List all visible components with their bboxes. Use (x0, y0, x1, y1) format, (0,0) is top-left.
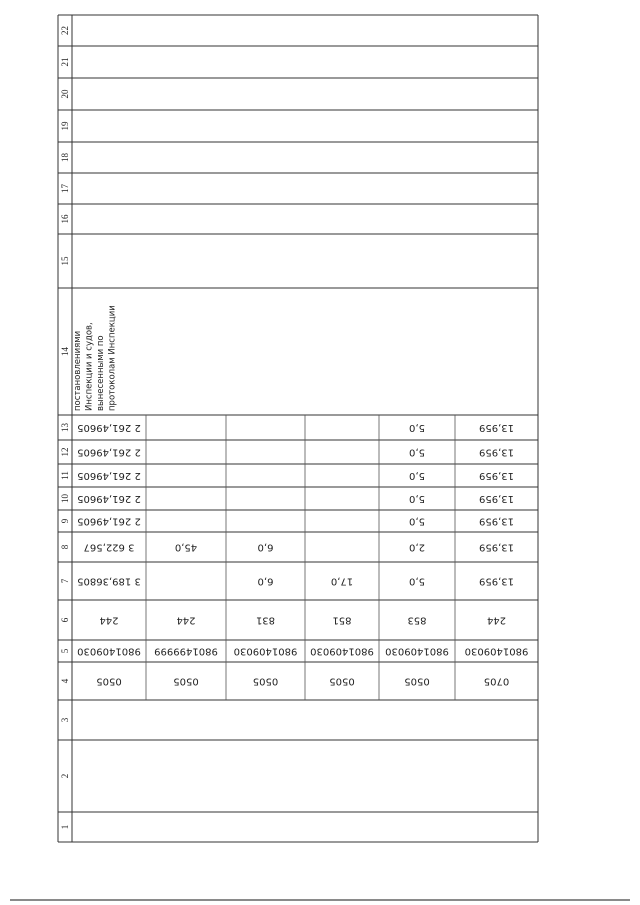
column-number-14: 14 (60, 347, 70, 356)
cell-row2-col6: 244 (176, 614, 196, 626)
column-number-21: 21 (60, 57, 70, 67)
cell-row2-col8: 45,0 (174, 541, 198, 553)
cell-row6-col13: 13,959 (479, 422, 514, 433)
cell-row1-col10: 2 261,49605 (77, 493, 141, 504)
column-number-10: 10 (60, 494, 70, 503)
cell-row6-col12: 13,959 (479, 446, 514, 458)
table-cells (77, 422, 528, 687)
cell-row6-col11: 13,959 (479, 470, 514, 481)
cell-row4-col7: 17,0 (330, 575, 354, 587)
column-number-headers (60, 26, 70, 829)
column-14-heading-line: Инспекции и судов, (84, 322, 95, 411)
cell-row1-col6: 244 (99, 614, 119, 626)
cell-row3-col4: 0505 (252, 675, 279, 687)
column-number-7: 7 (60, 578, 70, 584)
column-number-9: 9 (60, 518, 70, 524)
column-number-6: 6 (60, 617, 70, 623)
cell-row6-col8: 13,959 (479, 541, 514, 553)
cell-row1-col13: 2 261,49605 (77, 422, 141, 433)
column-number-13: 13 (60, 423, 70, 432)
column-number-1: 1 (60, 824, 70, 830)
cell-row1-col8: 3 622,567 (83, 541, 135, 553)
cell-row1-col4: 0505 (96, 675, 122, 687)
cell-row2-col4: 0505 (173, 675, 199, 687)
cell-row1-col7: 3 189,36805 (77, 575, 141, 587)
column-number-12: 12 (60, 447, 70, 457)
column-14-heading-line: протоколам Инспекции (107, 305, 118, 411)
column-14-heading-line: вынесенными по (96, 335, 106, 411)
column-number-15: 15 (60, 256, 70, 266)
column-number-20: 20 (60, 89, 70, 99)
column-number-19: 19 (60, 121, 70, 131)
cell-row5-col6: 853 (407, 614, 427, 626)
column-number-16: 16 (60, 214, 70, 224)
column-number-3: 3 (60, 717, 70, 723)
column-number-18: 18 (60, 153, 70, 162)
column-number-8: 8 (60, 544, 70, 550)
cell-row1-col11: 2 261,49605 (77, 470, 141, 481)
cell-row6-col9: 13,959 (479, 515, 514, 527)
cell-row6-col5: 9801409030 (464, 645, 529, 657)
cell-row5-col9: 5,0 (409, 515, 425, 527)
cell-row3-col7: 6,0 (257, 575, 274, 587)
cell-row4-col6: 851 (332, 614, 352, 626)
cell-row3-col8: 6,0 (257, 541, 274, 553)
cell-row5-col12: 5,0 (409, 446, 425, 458)
column-number-2: 2 (60, 773, 70, 779)
cell-row5-col7: 5,0 (409, 575, 425, 587)
cell-row5-col4: 0505 (404, 675, 430, 687)
column-number-22: 22 (60, 26, 70, 35)
column-number-17: 17 (60, 184, 70, 193)
cell-row1-col12: 2 261,49605 (77, 446, 141, 458)
cell-row6-col7: 13,959 (479, 575, 514, 587)
cell-row5-col10: 5,0 (409, 493, 425, 504)
column-14-heading (73, 305, 118, 411)
cell-row5-col8: 2,0 (409, 541, 425, 553)
cell-row5-col11: 5,0 (409, 470, 425, 481)
cell-row4-col4: 0505 (329, 675, 355, 687)
cell-row1-col9: 2 261,49605 (77, 515, 141, 527)
cell-row6-col10: 13,959 (479, 493, 514, 504)
cell-row1-col5: 9801409030 (77, 645, 141, 657)
column-number-11: 11 (60, 471, 70, 480)
cell-row6-col4: 0705 (483, 675, 510, 687)
cell-row2-col5: 9801499999 (154, 645, 218, 657)
cell-row5-col13: 5,0 (409, 422, 425, 433)
cell-row6-col6: 244 (486, 614, 507, 626)
cell-row3-col5: 9801409030 (233, 645, 298, 657)
column-14-heading-line: постановлениями (73, 330, 83, 411)
cell-row3-col6: 831 (255, 614, 276, 626)
cell-row4-col5: 9801409030 (310, 645, 374, 657)
cell-row5-col5: 9801409030 (385, 645, 449, 657)
column-number-4: 4 (60, 678, 70, 684)
column-number-5: 5 (60, 648, 70, 654)
